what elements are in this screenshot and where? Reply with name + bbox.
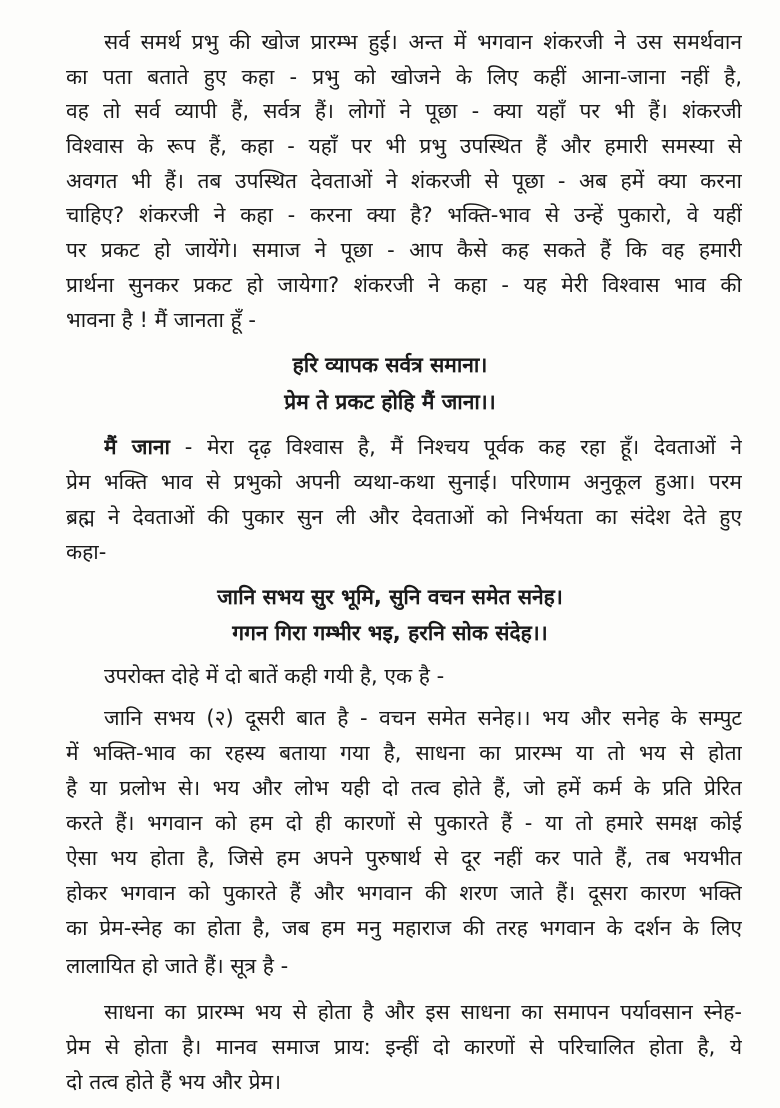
verse-line: गगन गिरा गम्भीर भइ, हरनि सोक संदेह।।: [232, 621, 548, 645]
text-line: विश्वास के रूप हैं, कहा - यहाँ पर भी प्रभु उपस्थित हैं और हमारी समस्या से: [66, 134, 742, 158]
text-line: में भक्ति-भाव का रहस्य बताया गया है, साधना का प्रारम्भ या तो भय से होता: [66, 741, 742, 765]
text-line: चाहिए? शंकरजी ने कहा - करना क्या है? भक्ति-भाव से उन्हें पुकारो, वे यहीं: [66, 203, 742, 227]
text-line: कहा-: [66, 540, 107, 564]
verse-line: जानि सभय सुर भूमि, सुनि वचन समेत सनेह।: [217, 585, 563, 609]
text-line: का प्रेम-स्नेह का होता है, जब हम मनु महाराज की तरह भगवान के दर्शन के लिए: [66, 916, 742, 940]
text-line: भावना है ! मैं जानता हूँ -: [66, 308, 256, 332]
text-line: पर प्रकट हो जायेंगे। समाज ने पूछा - आप कैसे कह सकते हैं कि वह हमारी: [66, 238, 742, 262]
text-line: होकर भगवान को पुकारते हैं और भगवान की शरण जाते हैं। दूसरा कारण भक्ति: [66, 881, 742, 905]
text-line: है या प्रलोभ से। भय और लोभ यही दो तत्व होते हैं, जो हमें कर्म के प्रति प्रेरित: [66, 776, 742, 800]
verse-line: हरि व्यापक सर्वत्र समाना।: [292, 353, 488, 377]
verse-line: प्रेम ते प्रकट होहि मैं जाना।।: [284, 390, 496, 414]
text-line: करते हैं। भगवान को हम दो ही कारणों से पुकारते हैं - या तो हमारे समक्ष कोई: [66, 811, 742, 835]
text-line: दो तत्व होते हैं भय और प्रेम।: [66, 1070, 282, 1094]
text-line: प्रेम से होता है। मानव समाज प्राय: इन्हीं दो कारणों से परिचालित होता है, ये: [66, 1035, 742, 1059]
text-line: लालायित हो जाते हैं। सूत्र है -: [66, 954, 289, 978]
text-line: ब्रह्म ने देवताओं की पुकार सुन ली और देवताओं को निर्भयता का संदेश देते हुए: [66, 505, 742, 529]
text-line: साधना का प्रारम्भ भय से होता है और इस साधना का समापन पर्यावसान स्नेह-: [104, 1000, 742, 1024]
text-line: [104, 432, 742, 462]
text-line: अवगत भी हैं। तब उपस्थित देवताओं ने शंकरजी से पूछा - अब हमें क्या करना: [66, 169, 742, 193]
text-line: का पता बताते हुए कहा - प्रभु को खोजने के लिए कहीं आना-जाना नहीं है,: [66, 65, 742, 89]
text-line: सर्व समर्थ प्रभु की खोज प्रारम्भ हुई। अन्त में भगवान शंकरजी ने उस समर्थवान: [104, 30, 742, 54]
text-line: उपरोक्त दोहे में दो बातें कही गयी है, एक है -: [104, 664, 445, 688]
line-text: - मेरा दृढ़ विश्वास है, मैं निश्चय पूर्वक कह रहा हूँ। देवताओं ने: [170, 435, 742, 459]
text-line: वह तो सर्व व्यापी हैं, सर्वत्र हैं। लोगों ने पूछा - क्या यहाँ पर भी हैं। शंकरजी: [66, 99, 742, 123]
text-line: प्रेम भक्ति भाव से प्रभुको अपनी व्यथा-कथा सुनाई। परिणाम अनुकूल हुआ। परम: [66, 470, 742, 494]
text-line: ऐसा भय होता है, जिसे हम अपने पुरुषार्थ से दूर नहीं कर पाते हैं, तब भयभीत: [66, 846, 742, 870]
text-line: जानि सभय (२) दूसरी बात है - वचन समेत सनेह।। भय और सनेह के सम्पुट: [104, 706, 742, 730]
bold-lead-phrase: मैं जाना: [104, 435, 170, 459]
text-line: प्रार्थना सुनकर प्रकट हो जायेगा? शंकरजी ने कहा - यह मेरी विश्वास भाव की: [66, 273, 742, 297]
